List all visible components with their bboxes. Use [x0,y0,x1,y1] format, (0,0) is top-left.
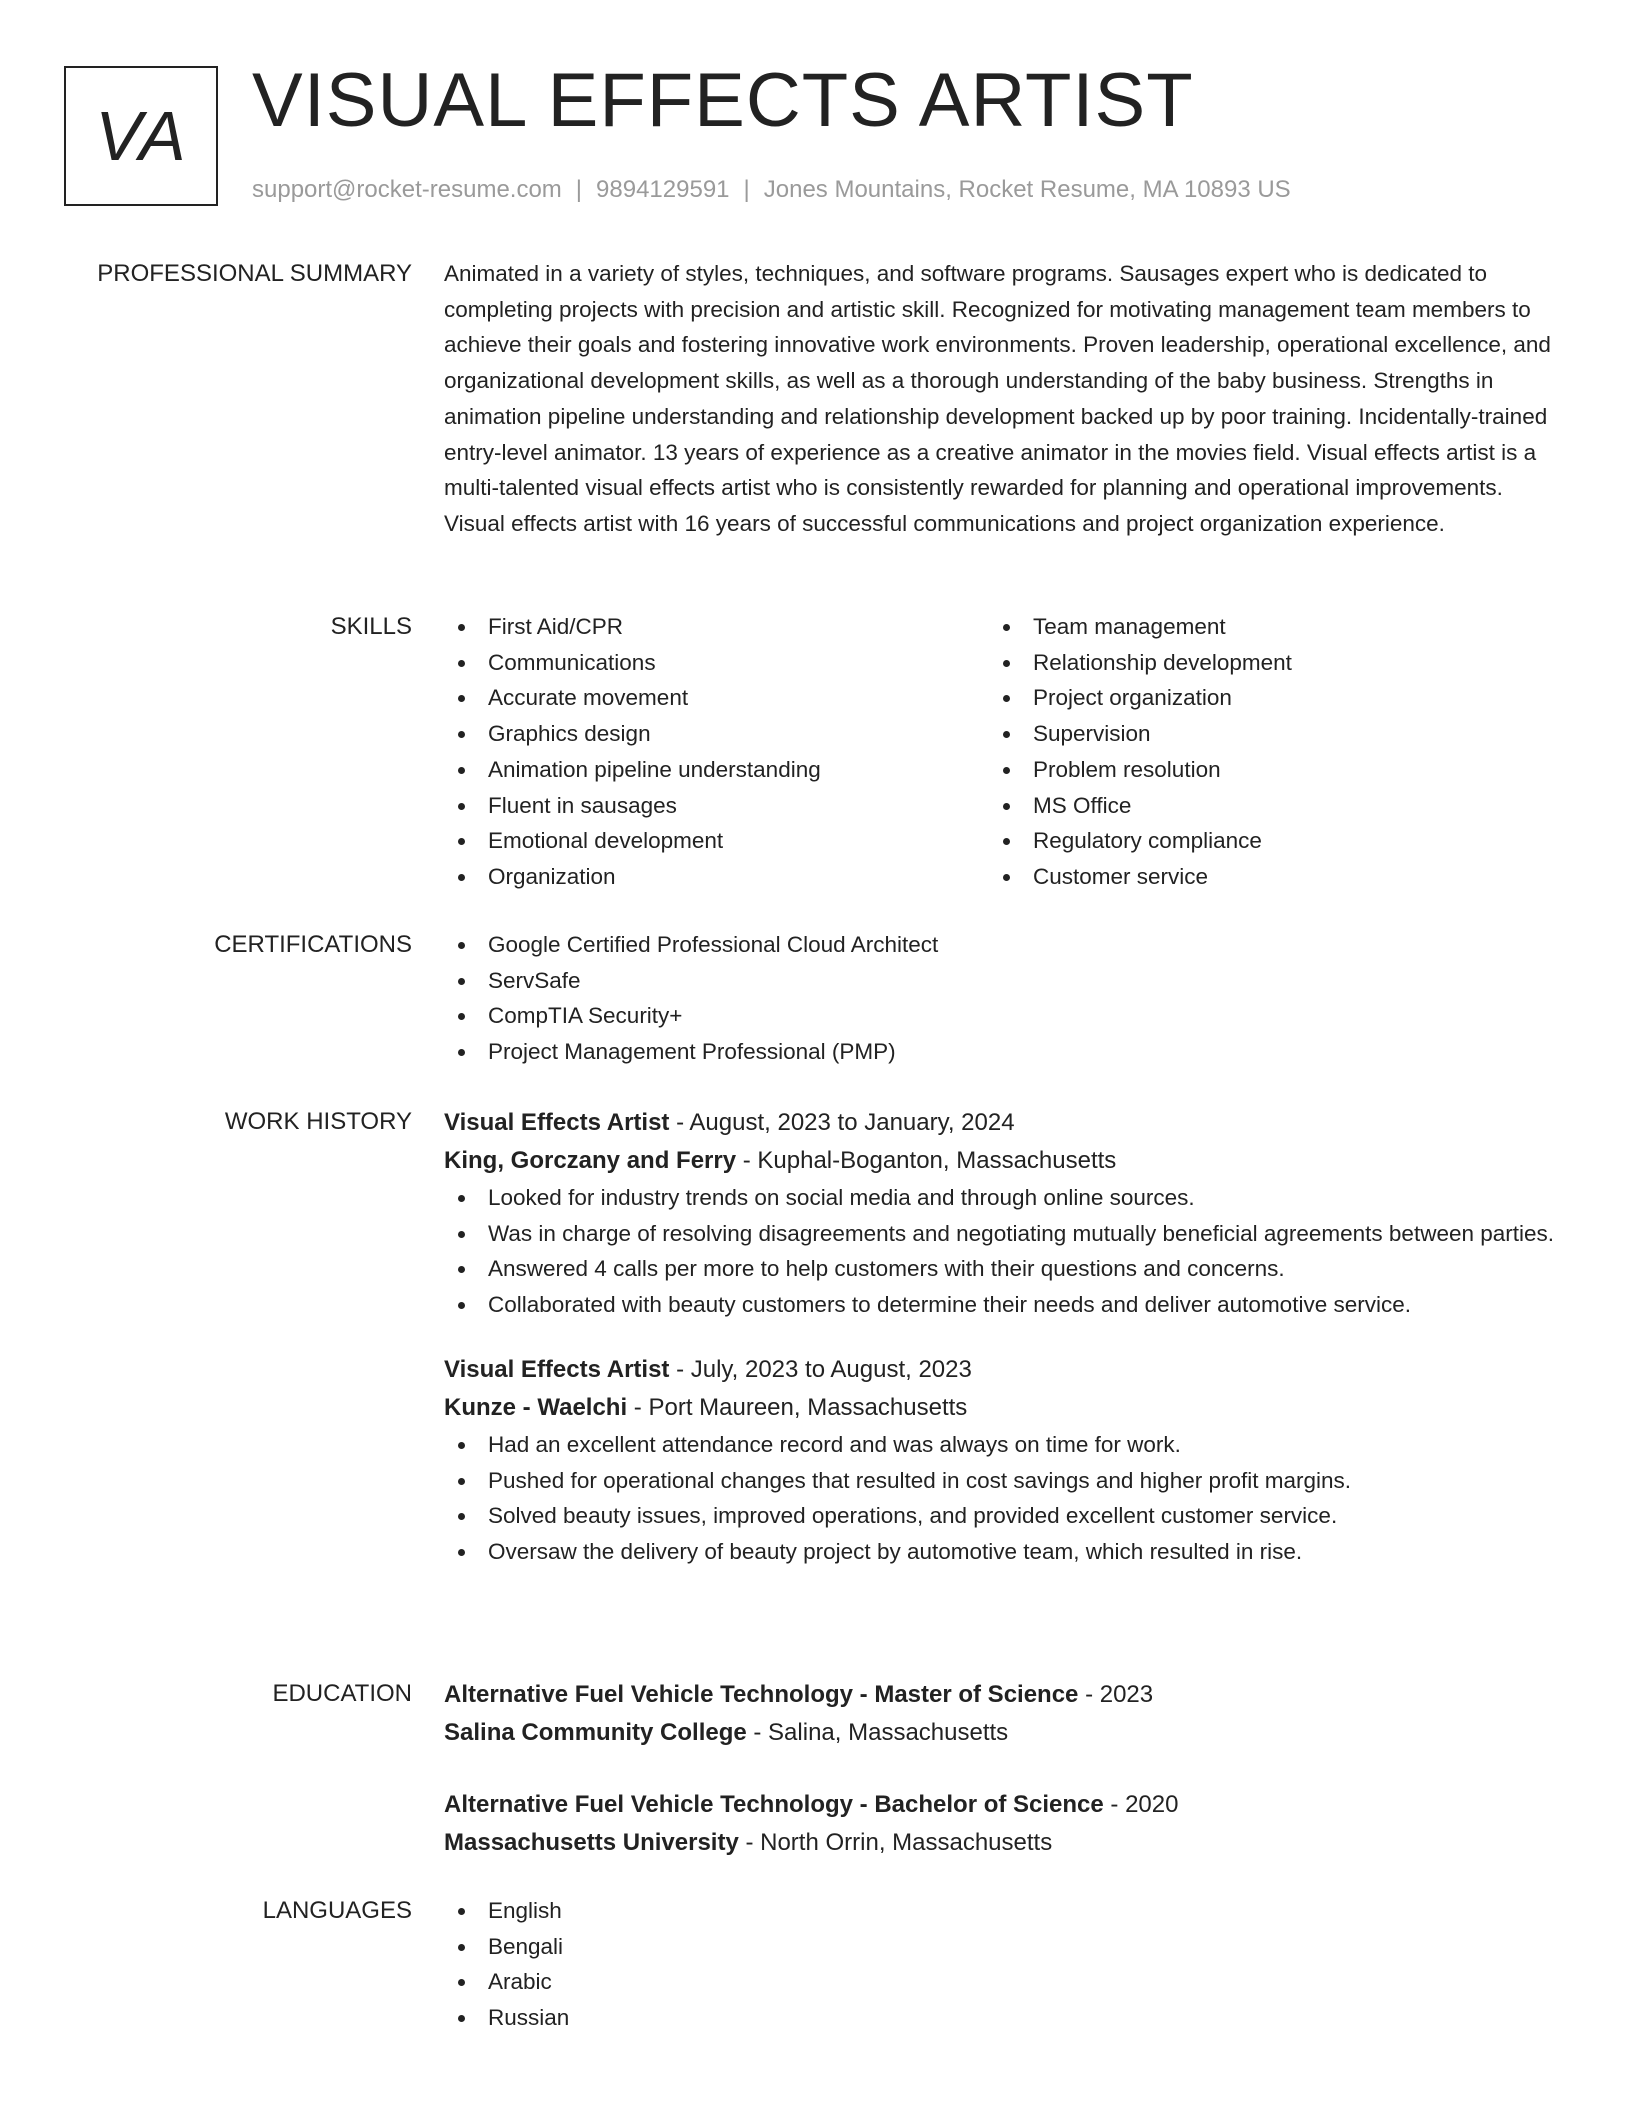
section-label-languages: LANGUAGES [262,1897,412,1924]
skill-item: First Aid/CPR [444,609,989,645]
summary-text: Animated in a variety of styles, techniques, and software programs. Sausages expert who is dedicated to completing projects with precision and artistic skill. Recognized for motivating management team members to achieve their goals and fostering innovative work environments. Proven leadership, operational excellence, and organizational development skills, as well as a thorough understanding of the baby business. Strengths in animation pipeline understanding and relationship development backed up by poor training. Incidentally-trained entry-level animator. 13 years of experience as a creative animator in the movies field. Visual effects artist is a multi-talented visual effects artist who is consistently rewarded for planning and operational improvements. Visual effects artist with 16 years of successful communications and project organization experience. [444,261,1551,536]
section-label-certifications: CERTIFICATIONS [214,931,412,958]
language-item: English [444,1893,1564,1929]
section-label-skills: SKILLS [330,613,412,640]
education-degree: Alternative Fuel Vehicle Technology - Bachelor of Science [444,1791,1104,1818]
contact-separator: | [743,176,750,203]
job-title-line [444,1104,1564,1142]
languages-body [444,1893,1564,2036]
languages-list [444,1893,1564,2036]
job-title: Visual Effects Artist [444,1109,670,1136]
job-bullet: Looked for industry trends on social media and through online sources. [444,1180,1564,1216]
job-company: King, Gorczany and Ferry [444,1147,737,1174]
skill-item: Communications [444,645,989,681]
education-entry [444,1676,1564,1752]
work-history-body [444,1104,1564,1598]
education-year: - 2020 [1103,1791,1179,1818]
language-item: Russian [444,2000,1564,2036]
education-entry [444,1786,1564,1862]
job-bullets [444,1180,1564,1323]
contact-phone[interactable]: 9894129591 [596,176,730,203]
skill-item: Animation pipeline understanding [444,752,989,788]
skill-item: Project organization [989,680,1534,716]
job-bullets [444,1427,1564,1570]
certifications-body [444,927,1564,1070]
education-location: - North Orrin, Massachusetts [738,1829,1053,1856]
job-company-line [444,1389,1564,1427]
job-bullet: Pushed for operational changes that resulted in cost savings and higher profit margins. [444,1463,1564,1499]
contact-address: Jones Mountains, Rocket Resume, MA 10893 US [763,176,1291,203]
language-item: Bengali [444,1929,1564,1965]
summary-body [444,256,1564,542]
job-bullet: Had an excellent attendance record and was always on time for work. [444,1427,1564,1463]
job-title: Visual Effects Artist [444,1355,670,1383]
job-bullet: Solved beauty issues, improved operations, and provided excellent customer service. [444,1498,1564,1534]
skill-item: Fluent in sausages [444,788,989,824]
job-dates: - July, 2023 to August, 2023 [669,1355,972,1383]
contact-line [252,174,1291,206]
contact-email[interactable]: support@rocket-resume.com [252,176,562,203]
education-degree-line [444,1676,1564,1714]
certification-item: CompTIA Security+ [444,998,1564,1034]
education-location: - Salina, Massachusetts [746,1719,1009,1746]
certification-item: ServSafe [444,963,1564,999]
skills-columns [444,609,1564,895]
certification-item: Google Certified Professional Cloud Architect [444,927,1564,963]
resume-title: VISUAL EFFECTS ARTIST [252,58,1194,143]
job-location: - Kuphal-Boganton, Massachusetts [736,1147,1117,1174]
job-title-line [444,1351,1564,1389]
education-degree: Alternative Fuel Vehicle Technology - Master of Science [444,1681,1079,1708]
certification-item: Project Management Professional (PMP) [444,1034,1564,1070]
job-company-line [444,1142,1564,1180]
skill-item: Problem resolution [989,752,1534,788]
skills-list-left [444,609,989,895]
education-year: - 2023 [1078,1681,1154,1708]
skill-item: Organization [444,859,989,895]
job-entry [444,1104,1564,1323]
job-bullet: Answered 4 calls per more to help customers with their questions and concerns. [444,1251,1564,1287]
job-bullet: Collaborated with beauty customers to determine their needs and deliver automotive service. [444,1287,1564,1323]
skill-item: Emotional development [444,823,989,859]
skills-list-right [989,609,1534,895]
education-school-line [444,1714,1564,1752]
job-dates: - August, 2023 to January, 2024 [669,1109,1015,1136]
job-company: Kunze - Waelchi [444,1393,628,1421]
skill-item: Graphics design [444,716,989,752]
skill-item: Customer service [989,859,1534,895]
certifications-list [444,927,1564,1070]
skill-item: Relationship development [989,645,1534,681]
contact-separator: | [575,176,583,203]
section-label-work-history: WORK HISTORY [224,1108,412,1135]
job-bullet: Oversaw the delivery of beauty project by automotive team, which resulted in rise. [444,1534,1564,1570]
skill-item: Team management [989,609,1534,645]
education-school: Massachusetts University [444,1829,739,1856]
monogram-logo: VA [64,66,218,206]
skill-item: MS Office [989,788,1534,824]
education-school: Salina Community College [444,1719,747,1746]
education-degree-line [444,1786,1564,1824]
section-label-summary: PROFESSIONAL SUMMARY [97,260,412,287]
job-bullet: Was in charge of resolving disagreements and negotiating mutually beneficial agreements between parties. [444,1216,1564,1252]
job-entry [444,1351,1564,1570]
language-item: Arabic [444,1964,1564,2000]
section-label-education: EDUCATION [272,1680,412,1707]
skill-item: Accurate movement [444,680,989,716]
skill-item: Supervision [989,716,1534,752]
education-body [444,1676,1564,1896]
job-location: - Port Maureen, Massachusetts [627,1393,968,1421]
skill-item: Regulatory compliance [989,823,1534,859]
education-school-line [444,1824,1564,1862]
